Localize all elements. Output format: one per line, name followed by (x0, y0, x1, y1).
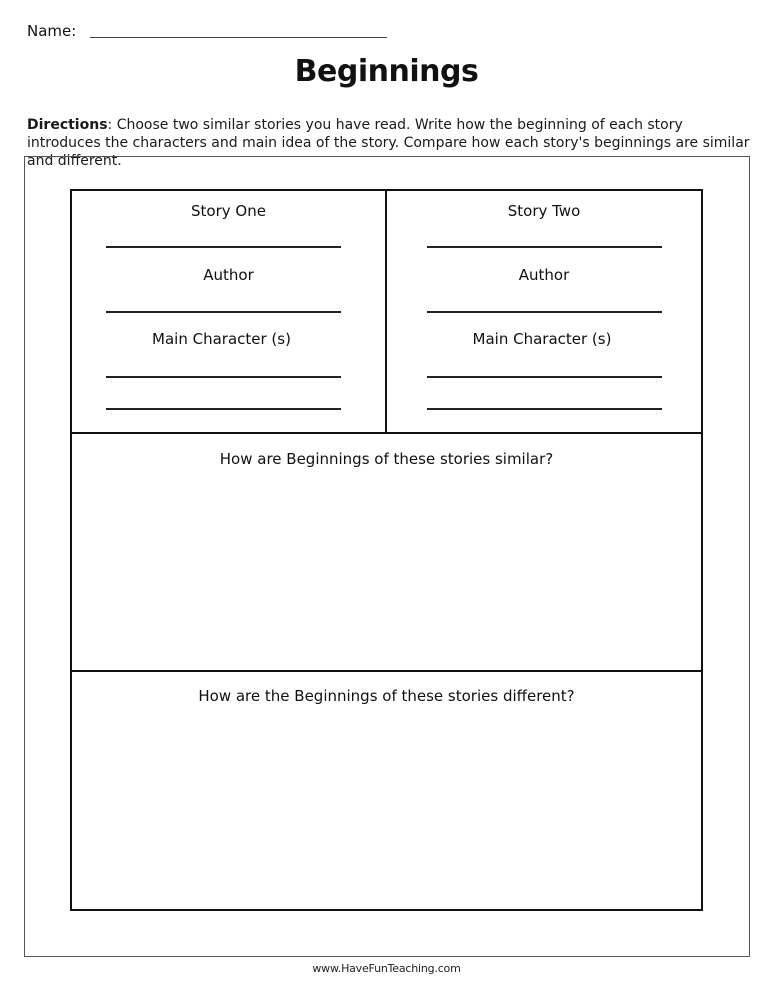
story-two-author-line[interactable] (427, 311, 662, 313)
story-two-character-line-1[interactable] (427, 376, 662, 378)
name-label: Name: (27, 22, 77, 40)
story-one-character-line-1[interactable] (106, 376, 341, 378)
directions-text: : Choose two similar stories you have read. Write how the beginning of each story introduces the characters and main idea of the story. Compare how each story's beginnings are similar and different. (27, 117, 750, 169)
story-one-characters-label: Main Character (s) (152, 330, 291, 348)
different-prompt: How are the Beginnings of these stories different? (198, 687, 575, 705)
horizontal-divider-top (70, 432, 703, 434)
story-two-characters-label: Main Character (s) (472, 330, 612, 348)
vertical-divider (385, 189, 387, 434)
story-two-author-label: Author (518, 266, 570, 284)
story-two-character-line-2[interactable] (427, 408, 662, 410)
similar-answer-area[interactable] (72, 480, 701, 668)
story-one-character-line-2[interactable] (106, 408, 341, 410)
directions-label: Directions (27, 117, 108, 133)
story-one-author-label: Author (203, 266, 254, 284)
name-write-line[interactable] (90, 37, 387, 38)
story-one-heading: Story One (191, 202, 266, 220)
story-two-title-line[interactable] (427, 246, 662, 248)
similar-prompt: How are Beginnings of these stories similar? (219, 450, 554, 468)
story-one-title-line[interactable] (106, 246, 341, 248)
worksheet-title: Beginnings (294, 54, 479, 89)
footer-url: www.HaveFunTeaching.com (312, 962, 461, 975)
different-answer-area[interactable] (72, 716, 701, 908)
horizontal-divider-bottom (70, 670, 703, 672)
story-two-heading: Story Two (507, 202, 581, 220)
story-one-author-line[interactable] (106, 311, 341, 313)
name-row (27, 22, 76, 40)
